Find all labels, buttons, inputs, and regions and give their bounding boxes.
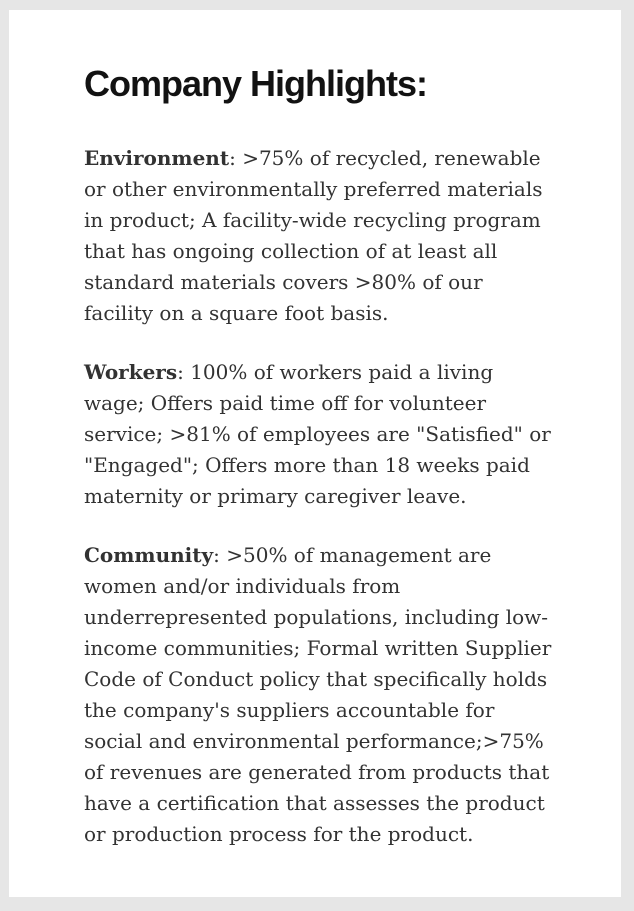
label-separator: : (229, 146, 243, 171)
section-label-community: Community (84, 543, 214, 568)
content-card (9, 10, 621, 897)
label-separator: : (177, 360, 191, 385)
label-separator: : (213, 543, 227, 568)
highlight-section-workers (84, 357, 552, 512)
section-label-environment: Environment (84, 146, 230, 171)
page-title: Company Highlights: (84, 63, 427, 104)
section-text-environment: >75% of recycled, renewable or other environmentally preferred materials in product; A facility-wide recycling program that has ongoing collection of at least all standard materials covers >80% of our facility on a square foot basis. (84, 146, 543, 326)
highlight-section-community (84, 540, 552, 850)
section-text-workers: 100% of workers paid a living wage; Offers paid time off for volunteer service; >81% of employees are "Satisfied" or "Engaged"; Offers more than 18 weeks paid maternity or primary caregiver leave. (84, 360, 551, 509)
section-text-community: >50% of management are women and/or individuals from underrepresented populations, including low-income communities; Formal written Supplier Code of Conduct policy that specifically holds the company's suppliers accountable for social and environmental performance;>75% of revenues are generated from products that have a certification that assesses the product or production process for the product. (84, 543, 552, 847)
section-label-workers: Workers (84, 360, 178, 385)
highlight-section-environment (84, 143, 552, 329)
